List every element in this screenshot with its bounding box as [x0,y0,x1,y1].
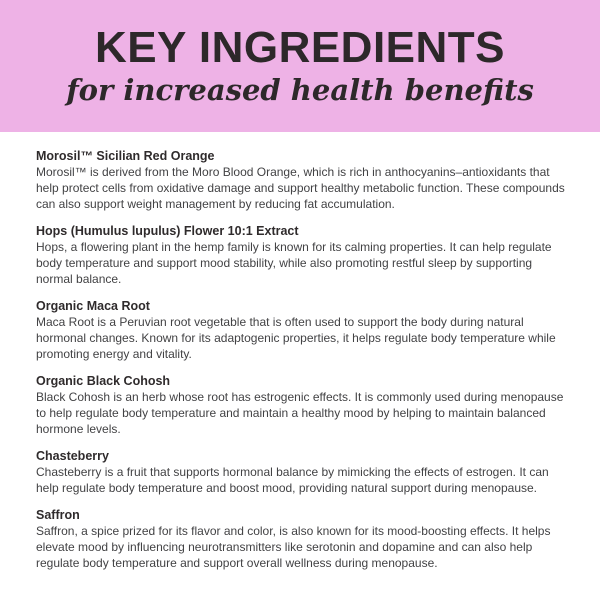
ingredient-heading: Organic Maca Root [36,299,150,313]
ingredient-heading: Organic Black Cohosh [36,374,171,388]
ingredient-heading: Saffron [36,508,80,522]
ingredient-heading: Chasteberry [36,449,109,463]
ingredient-description: Chasteberry is a fruit that supports hormonal balance by mimicking the effects of estrogen. It can help regulate body temperature and boost mood, providing natural support during menopause. [36,465,549,495]
ingredient-description: Black Cohosh is an herb whose root has estrogenic effects. It is commonly used during menopause to help regulate body temperature and maintain a healthy mood by helping to maintain balanced hormone levels. [36,390,564,436]
ingredient-heading: Morosil™ Sicilian Red Orange [36,149,215,163]
ingredient-description: Morosil™ is derived from the Moro Blood Orange, which is rich in anthocyanins–antioxidants that help protect cells from oxidative damage and support healthy metabolic function. These compounds can also support weight management by reducing fat accumulation. [36,165,565,211]
ingredient-description: Hops, a flowering plant in the hemp family is known for its calming properties. It can help regulate body temperature and support mood stability, while also promoting restful sleep by supporting normal balance. [36,240,552,286]
ingredient-heading: Hops (Humulus lupulus) Flower 10:1 Extract [36,224,299,238]
ingredient-section-maca-root [36,298,566,362]
ingredient-section-hops [36,223,566,287]
header-banner [0,0,600,132]
ingredient-description: Maca Root is a Peruvian root vegetable that is often used to support the body during natural hormonal changes. Known for its adaptogenic properties, it helps regulate body temperature while promoting energy and vitality. [36,315,556,361]
ingredient-section-black-cohosh [36,373,566,437]
ingredient-list [0,132,600,571]
ingredient-section-morosil [36,148,566,212]
page-title: KEY INGREDIENTS [94,22,506,72]
ingredient-description: Saffron, a spice prized for its flavor and color, is also known for its mood-boosting effects. It helps elevate mood by influencing neurotransmitters like serotonin and dopamine and can also help regulate body temperature and support overall wellness during menopause. [36,524,551,570]
page-subtitle: for increased health benefits [66,72,534,107]
ingredient-section-saffron [36,507,566,571]
ingredient-section-chasteberry [36,448,566,496]
